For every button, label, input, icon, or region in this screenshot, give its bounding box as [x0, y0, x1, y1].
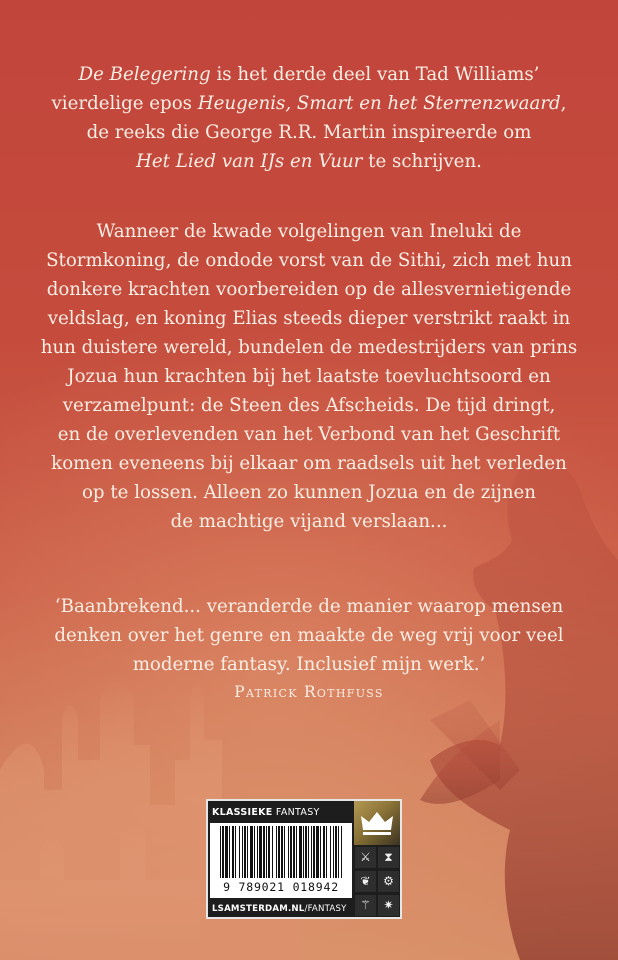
- intro-line: [20, 118, 598, 147]
- star-burst-icon: ✷: [378, 895, 399, 916]
- barcode-bar: [257, 826, 258, 878]
- barcode-bar: [244, 826, 246, 878]
- barcode-bar: [250, 826, 253, 878]
- barcode-bar: [222, 826, 224, 878]
- intro-text: vierdelige epos: [51, 93, 198, 114]
- barcode-bar: [320, 826, 321, 878]
- intro-text: is het derde deel van Tad Williams’: [210, 64, 540, 85]
- barcode-bar: [276, 826, 277, 878]
- barcode-bar: [305, 826, 307, 878]
- barcode-bar: [220, 826, 221, 878]
- barcode-bar: [225, 826, 228, 878]
- barcode-bar: [235, 826, 236, 878]
- barcode-bar: [284, 826, 285, 878]
- barcode-bar: [313, 826, 315, 878]
- review-quote: [20, 592, 598, 679]
- barcode-bar: [323, 826, 325, 878]
- series-label-bold: KLASSIEKE: [212, 807, 273, 818]
- barcode-bar: [296, 826, 297, 878]
- barcode-bar: [303, 826, 304, 878]
- summary-line: de machtige vijand verslaan...: [170, 511, 448, 532]
- barcode-bar: [268, 826, 270, 878]
- barcode-bar: [281, 826, 283, 878]
- summary-paragraph: [20, 217, 598, 536]
- barcode-bar: [288, 826, 289, 878]
- barcode-bar: [254, 826, 255, 878]
- barcode-bar: [308, 826, 309, 878]
- genre-icons: [354, 847, 400, 917]
- barcode-bar: [335, 826, 337, 878]
- barcode-bar: [242, 826, 243, 878]
- title-reference: Heugenis, Smart en het Sterrenzwaard: [197, 93, 561, 114]
- publisher-url: [212, 901, 352, 917]
- summary-line: donkere krachten voorbereiden op de allesvernietigende: [46, 279, 572, 300]
- barcode-bar: [247, 826, 248, 878]
- series-label-light: FANTASY: [272, 807, 320, 818]
- hourglass-icon: ⧗: [378, 847, 399, 868]
- intro-line: [20, 60, 598, 89]
- barcode-bar: [341, 826, 342, 878]
- barcode-bar: [278, 826, 280, 878]
- barcode-bar: [263, 826, 265, 878]
- intro-text: te schrijven.: [362, 151, 482, 172]
- quote-line: denken over het genre en maakte de weg vrij voor veel: [54, 625, 564, 646]
- butterfly-icon: ❦: [355, 871, 376, 892]
- barcode-bar: [330, 826, 331, 878]
- summary-line: verzamelpunt: de Steen des Afscheids. De tijd dringt,: [62, 395, 556, 416]
- summary-line: Jozua hun krachten bij het laatste toevluchtsoord en: [67, 366, 551, 387]
- quote-attribution: Patrick Rothfuss: [234, 683, 384, 701]
- barcode-bar: [290, 826, 292, 878]
- intro-text: de reeks die George R.R. Martin inspireerde om: [86, 122, 532, 143]
- title-reference: De Belegering: [78, 64, 211, 85]
- magic-wand-icon: ⚚: [355, 895, 376, 916]
- quote-line: ‘Baanbrekend... veranderde de manier waarop mensen: [54, 596, 564, 617]
- barcode-bar: [299, 826, 302, 878]
- barcode-bar: [338, 826, 339, 878]
- intro-text: ,: [560, 93, 567, 114]
- summary-line: Stormkoning, de ondode vorst van de Sithi, zich met hun: [46, 250, 572, 271]
- summary-line: hun duistere wereld, bundelen de medestrijders van prins: [40, 337, 578, 358]
- intro-paragraph: [20, 60, 598, 176]
- sword-icon: ⚔: [355, 847, 376, 868]
- publisher-url-light: /FANTASY: [304, 904, 347, 914]
- crown-icon: [354, 801, 400, 845]
- barcode-bar: [326, 826, 327, 878]
- summary-line: komen eveneens bij elkaar om raadsels uit het verleden: [51, 453, 567, 474]
- summary-line: veldslag, en koning Elias steeds dieper verstrikt raakt in: [47, 308, 571, 329]
- title-reference: Het Lied van IJs en Vuur: [136, 151, 363, 172]
- barcode-bar: [333, 826, 334, 878]
- barcode: [210, 823, 352, 898]
- series-label: [212, 804, 352, 821]
- intro-line: [20, 89, 598, 118]
- barcode-bars: [220, 826, 342, 878]
- barcode-bar: [311, 826, 312, 878]
- isbn-number: 9 789021 018942: [223, 880, 339, 894]
- summary-line: Wanneer de kwade volgelingen van Ineluki de: [96, 221, 522, 242]
- summary-line: op te lossen. Alleen zo kunnen Jozua en de zijnen: [81, 482, 537, 503]
- publisher-url-bold: LSAMSTERDAM.NL: [212, 904, 305, 914]
- barcode-bar: [229, 826, 230, 878]
- quote-line: moderne fantasy. Inclusief mijn werk.’: [132, 654, 486, 675]
- barcode-bar: [272, 826, 273, 878]
- barcode-bar: [293, 826, 295, 878]
- barcode-bar: [316, 826, 319, 878]
- crown-logo: [354, 801, 400, 845]
- barcode-bar: [239, 826, 240, 878]
- intro-line: [20, 147, 598, 176]
- barcode-panel: [206, 799, 402, 919]
- barcode-bar: [266, 826, 267, 878]
- gear-icon: ⚙: [378, 871, 399, 892]
- warrior-figure: [420, 462, 618, 960]
- barcode-bar: [259, 826, 262, 878]
- barcode-bar: [232, 826, 234, 878]
- summary-line: en de overlevenden van het Verbond van het Geschrift: [57, 424, 561, 445]
